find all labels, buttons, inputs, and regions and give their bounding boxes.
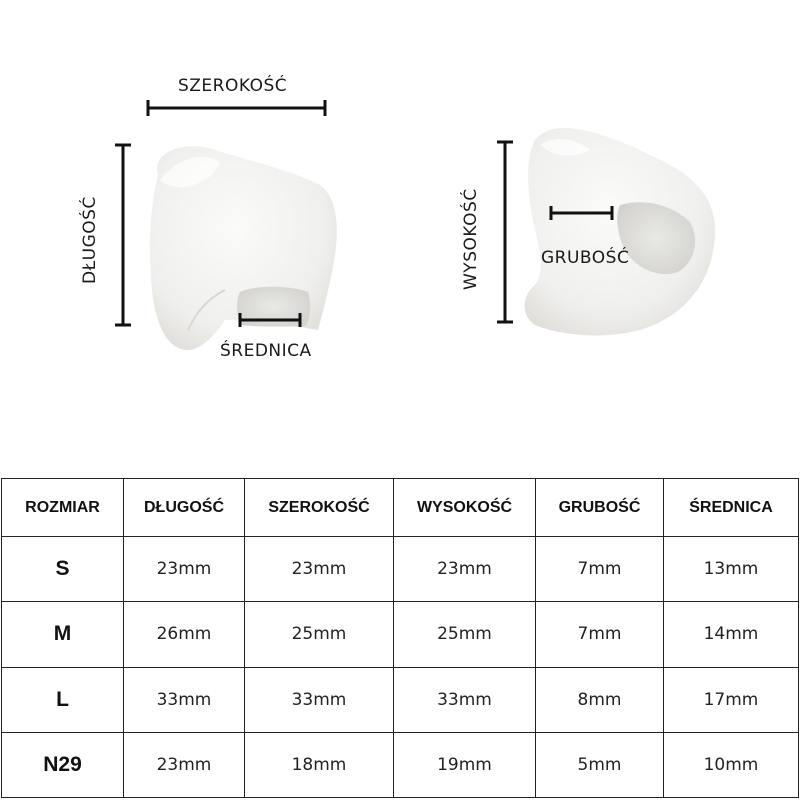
diameter-cell: 17mm bbox=[664, 667, 799, 732]
thickness-cell: 8mm bbox=[536, 667, 664, 732]
header-szerokosc: SZEROKOŚĆ bbox=[245, 479, 394, 537]
diameter-cell: 13mm bbox=[664, 537, 799, 602]
header-grubosc: GRUBOŚĆ bbox=[536, 479, 664, 537]
height-cell: 23mm bbox=[394, 537, 536, 602]
width-label: SZEROKOŚĆ bbox=[178, 76, 288, 96]
thickness-label: GRUBOŚĆ bbox=[541, 248, 630, 268]
length-cell: 26mm bbox=[124, 602, 245, 667]
thickness-cell: 5mm bbox=[536, 732, 664, 797]
width-cell: 25mm bbox=[245, 602, 394, 667]
height-cell: 25mm bbox=[394, 602, 536, 667]
height-label: WYSOKOŚĆ bbox=[461, 188, 481, 290]
table-row bbox=[2, 667, 799, 732]
thickness-cell: 7mm bbox=[536, 537, 664, 602]
diameter-label: ŚREDNICA bbox=[220, 341, 312, 361]
header-wysokosc: WYSOKOŚĆ bbox=[394, 479, 536, 537]
height-cell: 19mm bbox=[394, 732, 536, 797]
table-row bbox=[2, 732, 799, 797]
diameter-cell: 10mm bbox=[664, 732, 799, 797]
toe-separator-side-view bbox=[524, 128, 715, 335]
size-cell: N29 bbox=[2, 732, 124, 797]
header-rozmiar: ROZMIAR bbox=[2, 479, 124, 537]
thickness-cell: 7mm bbox=[536, 602, 664, 667]
size-cell: S bbox=[2, 537, 124, 602]
size-cell: M bbox=[2, 602, 124, 667]
size-table bbox=[1, 478, 799, 798]
table-header-row bbox=[2, 479, 799, 537]
size-cell: L bbox=[2, 667, 124, 732]
width-cell: 33mm bbox=[245, 667, 394, 732]
length-cell: 23mm bbox=[124, 732, 245, 797]
length-cell: 33mm bbox=[124, 667, 245, 732]
length-dimension-bar bbox=[115, 145, 131, 325]
table-row bbox=[2, 537, 799, 602]
length-cell: 23mm bbox=[124, 537, 245, 602]
height-cell: 33mm bbox=[394, 667, 536, 732]
width-cell: 18mm bbox=[245, 732, 394, 797]
length-label: DŁUGOŚĆ bbox=[80, 196, 100, 284]
width-cell: 23mm bbox=[245, 537, 394, 602]
header-dlugosc: DŁUGOŚĆ bbox=[124, 479, 245, 537]
header-srednica: ŚREDNICA bbox=[664, 479, 799, 537]
width-dimension-bar bbox=[148, 100, 325, 116]
height-dimension-bar bbox=[497, 142, 513, 322]
table-row bbox=[2, 602, 799, 667]
diameter-cell: 14mm bbox=[664, 602, 799, 667]
